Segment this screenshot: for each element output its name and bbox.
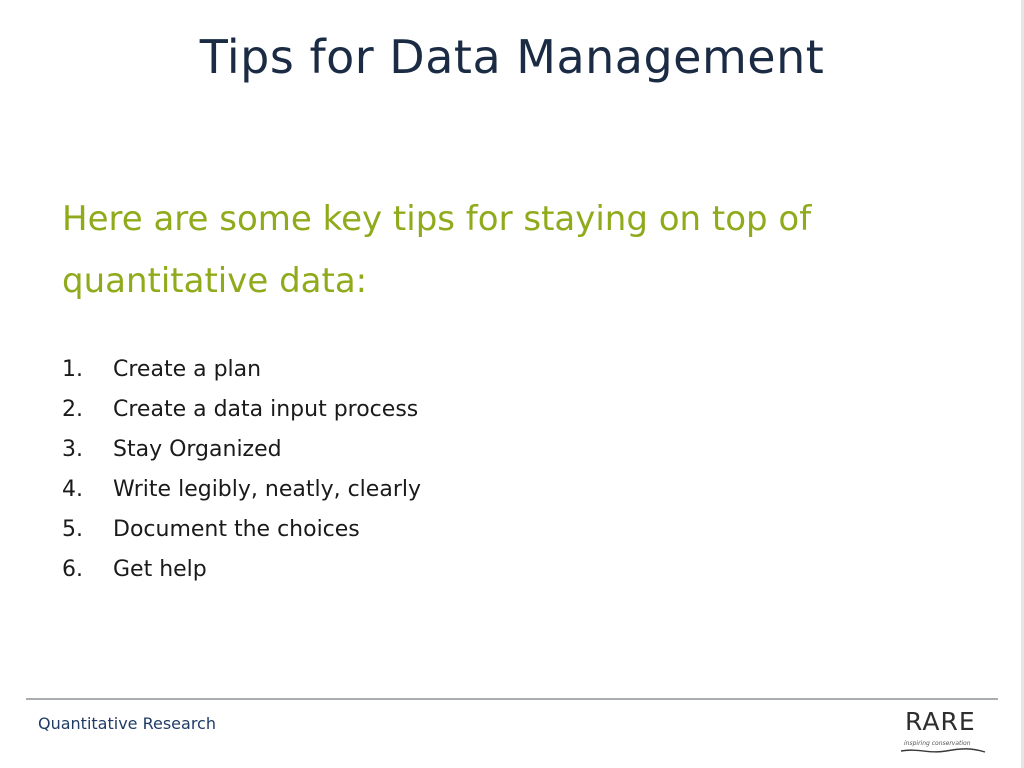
- tip-number: 6.: [62, 557, 83, 582]
- tip-text: Write legibly, neatly, clearly: [113, 477, 421, 502]
- footer-label: Quantitative Research: [38, 714, 216, 733]
- logo-wordmark: RARE: [905, 707, 976, 736]
- slide-title: Tips for Data Management: [199, 30, 825, 84]
- tip-text: Create a data input process: [113, 397, 419, 422]
- tips-list: [62, 350, 421, 590]
- footer-divider: [26, 698, 998, 700]
- tip-number: 3.: [62, 437, 83, 462]
- tip-item: [62, 550, 421, 590]
- logo-wave-icon: [900, 747, 986, 755]
- logo-tagline: inspiring conservation: [904, 740, 971, 747]
- tip-item: [62, 390, 421, 430]
- tip-text: Document the choices: [113, 517, 360, 542]
- tip-number: 5.: [62, 517, 83, 542]
- tip-text: Get help: [113, 557, 207, 582]
- tip-item: [62, 510, 421, 550]
- tip-item: [62, 470, 421, 510]
- tip-item: [62, 350, 421, 390]
- tip-number: 4.: [62, 477, 83, 502]
- rare-logo: [898, 707, 990, 755]
- tip-text: Stay Organized: [113, 437, 282, 462]
- intro-text: Here are some key tips for staying on top of quantitative data:: [62, 199, 812, 301]
- tip-item: [62, 430, 421, 470]
- tip-number: 2.: [62, 397, 83, 422]
- tip-number: 1.: [62, 357, 83, 382]
- tip-text: Create a plan: [113, 357, 262, 382]
